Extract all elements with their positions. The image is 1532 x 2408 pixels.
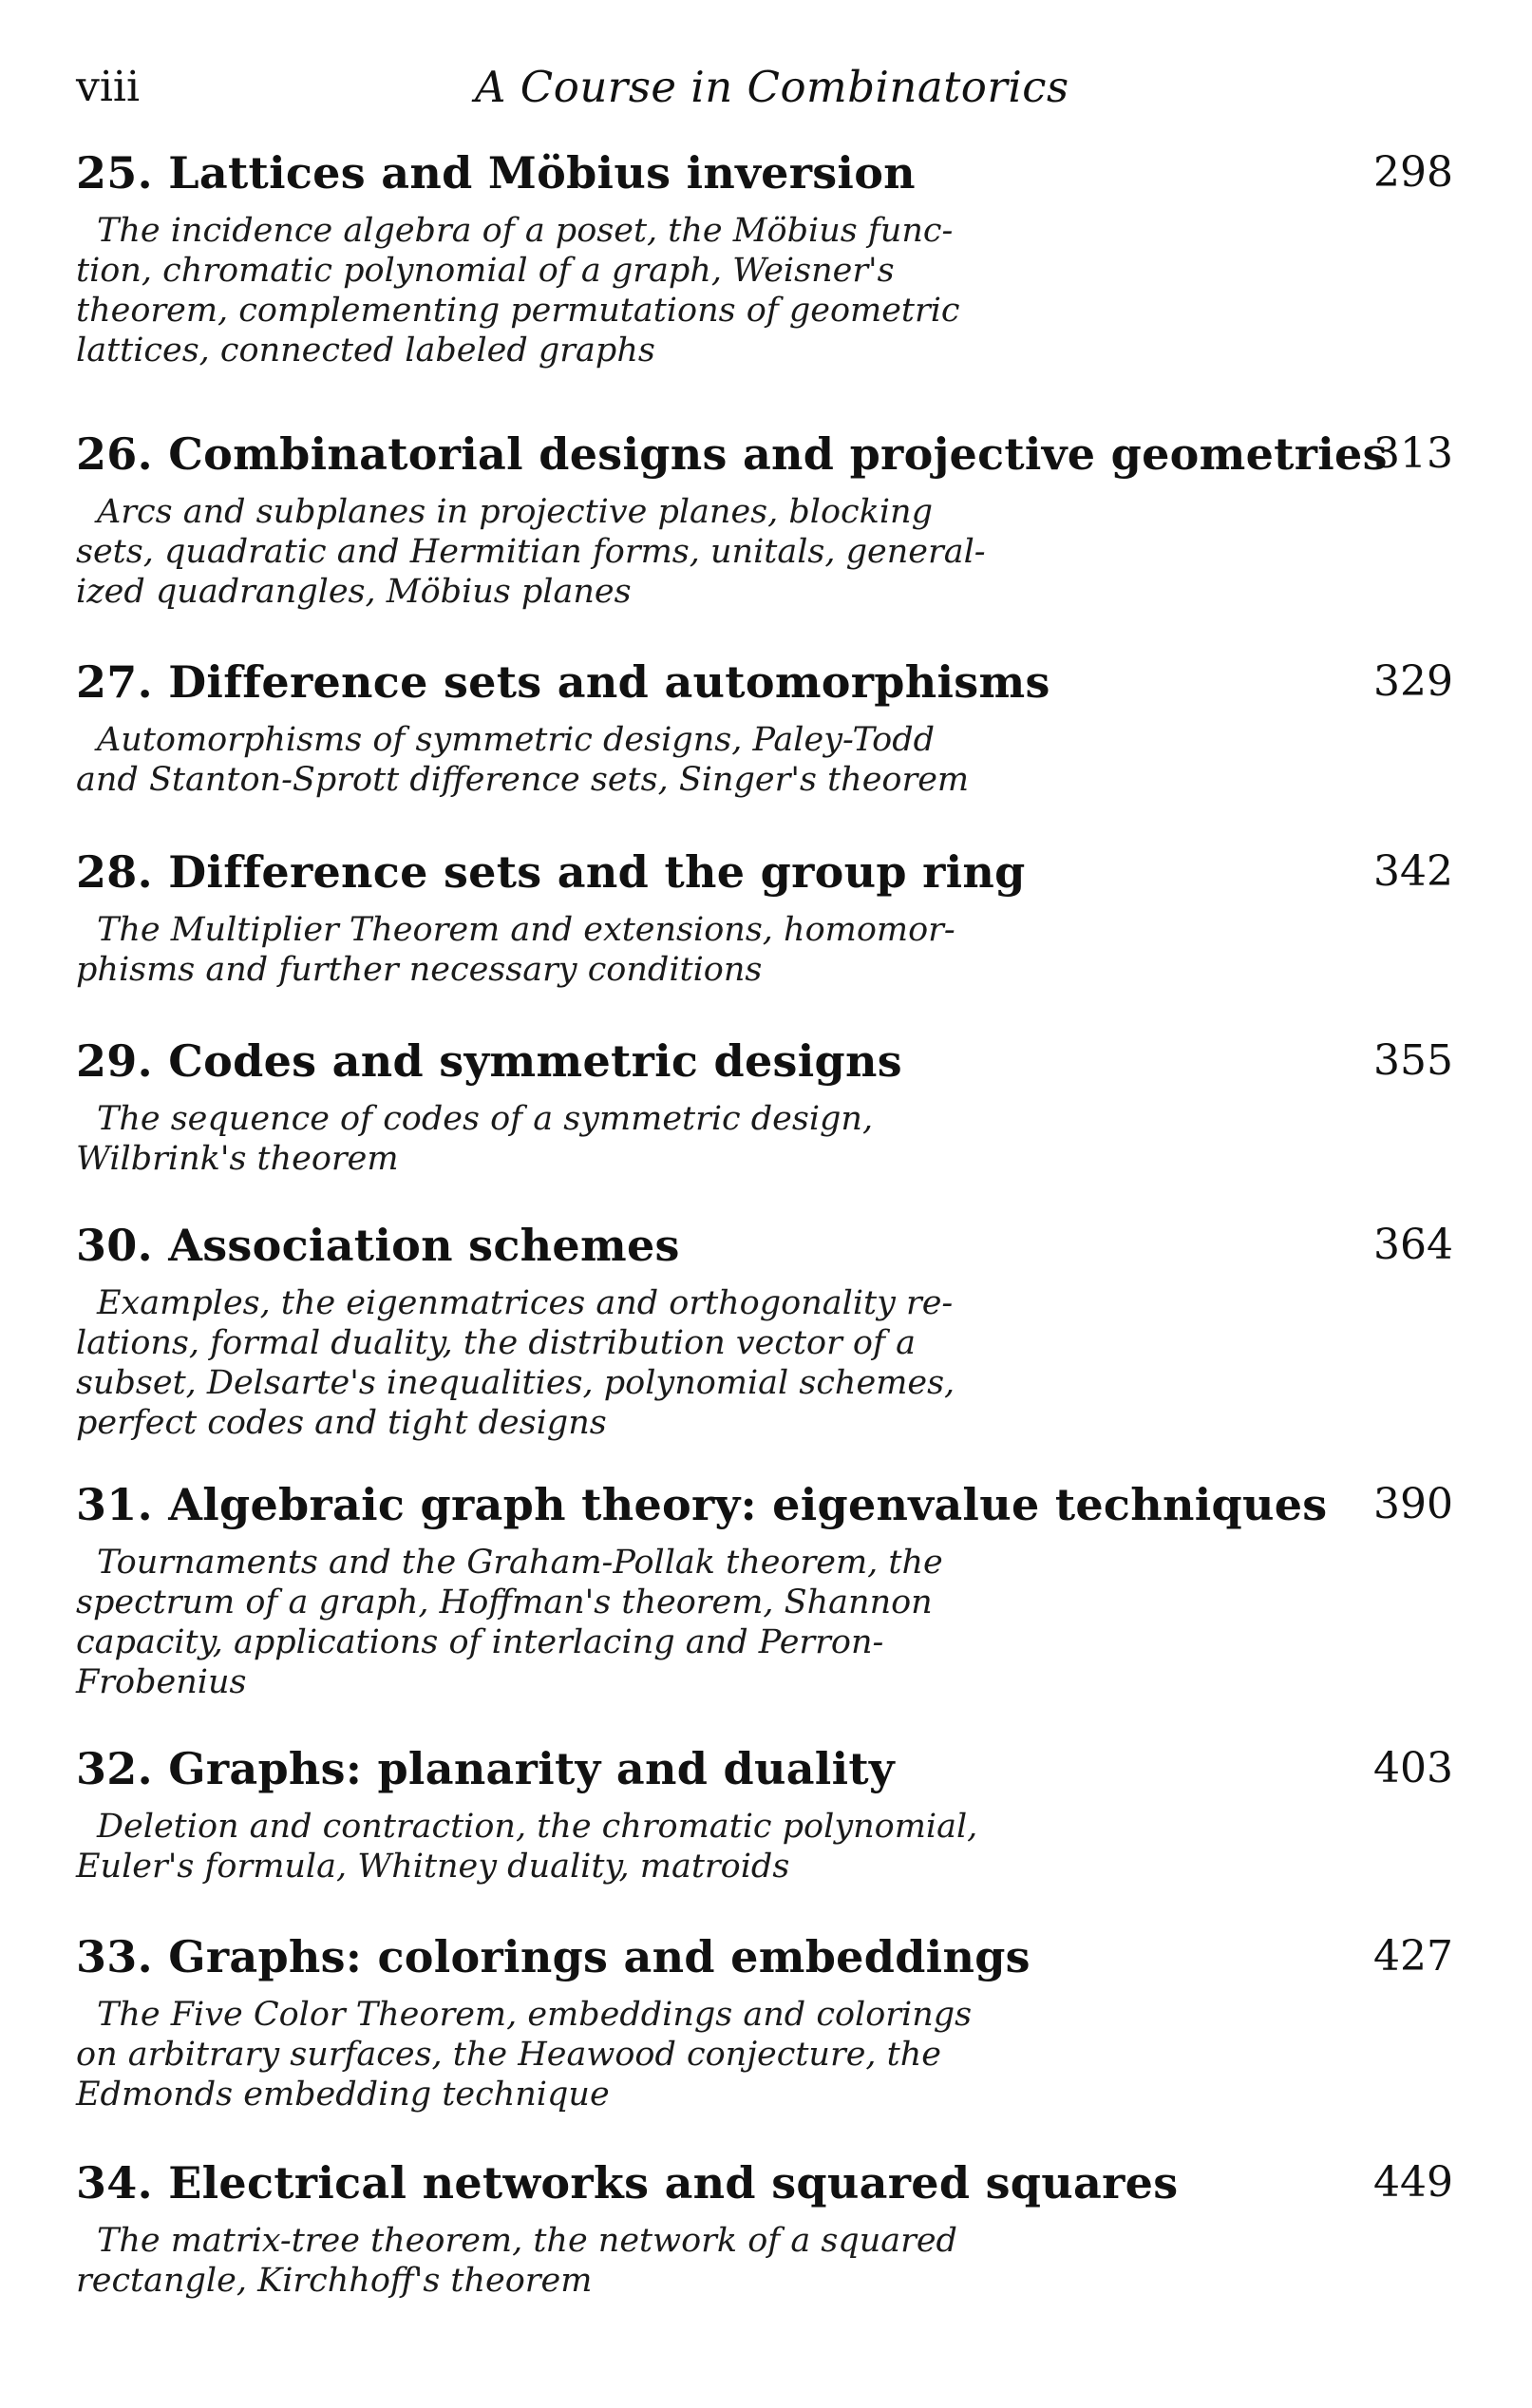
description-line: The matrix-tree theorem, the network of a squared <box>97 2222 957 2260</box>
chapter-title[interactable]: 31. Algebraic graph theory: eigenvalue techniques <box>76 1479 1328 1530</box>
toc-entry-33 <box>76 1926 1453 2114</box>
chapter-title[interactable]: 33. Graphs: colorings and embeddings <box>76 1931 1031 1982</box>
chapter-title[interactable]: 27. Difference sets and automorphisms <box>76 656 1050 708</box>
page-number[interactable]: 390 <box>1373 1480 1453 1528</box>
chapter-description <box>76 1099 1007 1179</box>
toc-entry-26 <box>76 424 1453 612</box>
page-number[interactable]: 355 <box>1373 1036 1453 1085</box>
description-line: Euler's formula, Whitney duality, matroids <box>76 1848 790 1886</box>
description-line: ized quadrangles, Möbius planes <box>76 573 632 611</box>
description-line: Deletion and contraction, the chromatic polynomial, <box>97 1808 978 1846</box>
description-line: Frobenius <box>76 1663 247 1701</box>
description-line: Edmonds embedding technique <box>76 2076 610 2114</box>
description-line: Arcs and subplanes in projective planes, blocking <box>97 493 934 531</box>
toc-entry-34 <box>76 2152 1453 2301</box>
description-line: Tournaments and the Graham-Pollak theorem, the <box>97 1544 943 1582</box>
description-line: Wilbrink's theorem <box>76 1140 399 1178</box>
description-line: and Stanton-Sprott difference sets, Singer's theorem <box>76 761 970 799</box>
chapter-title[interactable]: 25. Lattices and Möbius inversion <box>76 147 916 199</box>
toc-entry-30 <box>76 1215 1453 1443</box>
description-line: subset, Delsarte's inequalities, polynomial schemes, <box>76 1364 955 1402</box>
page-number[interactable]: 364 <box>1373 1221 1453 1269</box>
chapter-title[interactable]: 29. Codes and symmetric designs <box>76 1035 902 1087</box>
page-number[interactable]: 298 <box>1373 148 1453 197</box>
description-line: perfect codes and tight designs <box>76 1404 607 1442</box>
description-line: rectangle, Kirchhoff's theorem <box>76 2262 593 2300</box>
chapter-title[interactable]: 34. Electrical networks and squared squares <box>76 2157 1179 2209</box>
description-line: Examples, the eigenmatrices and orthogonality re- <box>97 1284 954 1322</box>
toc-entry-29 <box>76 1031 1453 1179</box>
chapter-title[interactable]: 32. Graphs: planarity and duality <box>76 1743 895 1794</box>
description-line: The incidence algebra of a poset, the Möbius func- <box>97 212 954 250</box>
description-line: tion, chromatic polynomial of a graph, Weisner's <box>76 252 895 290</box>
chapter-description <box>76 1543 1007 1702</box>
chapter-title[interactable]: 30. Association schemes <box>76 1220 680 1271</box>
page-number[interactable]: 313 <box>1373 429 1453 478</box>
running-head <box>76 59 1453 116</box>
book-title: A Course in Combinatorics <box>475 62 1069 112</box>
page-number[interactable]: 449 <box>1373 2158 1453 2207</box>
toc-entry-25 <box>76 142 1453 370</box>
chapter-description <box>76 211 1007 370</box>
chapter-description <box>76 1807 1007 1887</box>
chapter-title[interactable]: 28. Difference sets and the group ring <box>76 846 1026 898</box>
description-line: The Multiplier Theorem and extensions, homomor- <box>97 911 955 949</box>
description-line: phisms and further necessary conditions <box>76 951 763 989</box>
page-folio: viii <box>76 63 141 111</box>
description-line: on arbitrary surfaces, the Heawood conjecture, the <box>76 2036 941 2074</box>
chapter-description <box>76 2221 1007 2301</box>
description-line: lattices, connected labeled graphs <box>76 332 655 370</box>
page-number[interactable]: 342 <box>1373 847 1453 896</box>
page-number[interactable]: 427 <box>1373 1932 1453 1981</box>
description-line: spectrum of a graph, Hoffman's theorem, Shannon <box>76 1583 933 1621</box>
description-line: lations, formal duality, the distribution vector of a <box>76 1324 916 1362</box>
toc-entry-28 <box>76 842 1453 990</box>
description-line: sets, quadratic and Hermitian forms, unitals, general- <box>76 533 986 571</box>
chapter-description <box>76 1995 1007 2114</box>
chapter-description <box>76 1283 1007 1443</box>
description-line: theorem, complementing permutations of geometric <box>76 292 960 330</box>
chapter-description <box>76 492 1007 612</box>
chapter-title[interactable]: 26. Combinatorial designs and projective geometries <box>76 428 1388 480</box>
chapter-description <box>76 910 1007 990</box>
toc-entry-31 <box>76 1474 1453 1702</box>
chapter-description <box>76 720 1007 800</box>
description-line: Automorphisms of symmetric designs, Paley-Todd <box>97 721 936 759</box>
toc-entry-32 <box>76 1738 1453 1887</box>
toc-entry-27 <box>76 652 1453 800</box>
description-line: The Five Color Theorem, embeddings and colorings <box>97 1996 973 2034</box>
description-line: capacity, applications of interlacing and Perron- <box>76 1623 884 1661</box>
description-line: The sequence of codes of a symmetric design, <box>97 1100 874 1138</box>
page-number[interactable]: 329 <box>1373 657 1453 706</box>
page-number[interactable]: 403 <box>1373 1744 1453 1792</box>
